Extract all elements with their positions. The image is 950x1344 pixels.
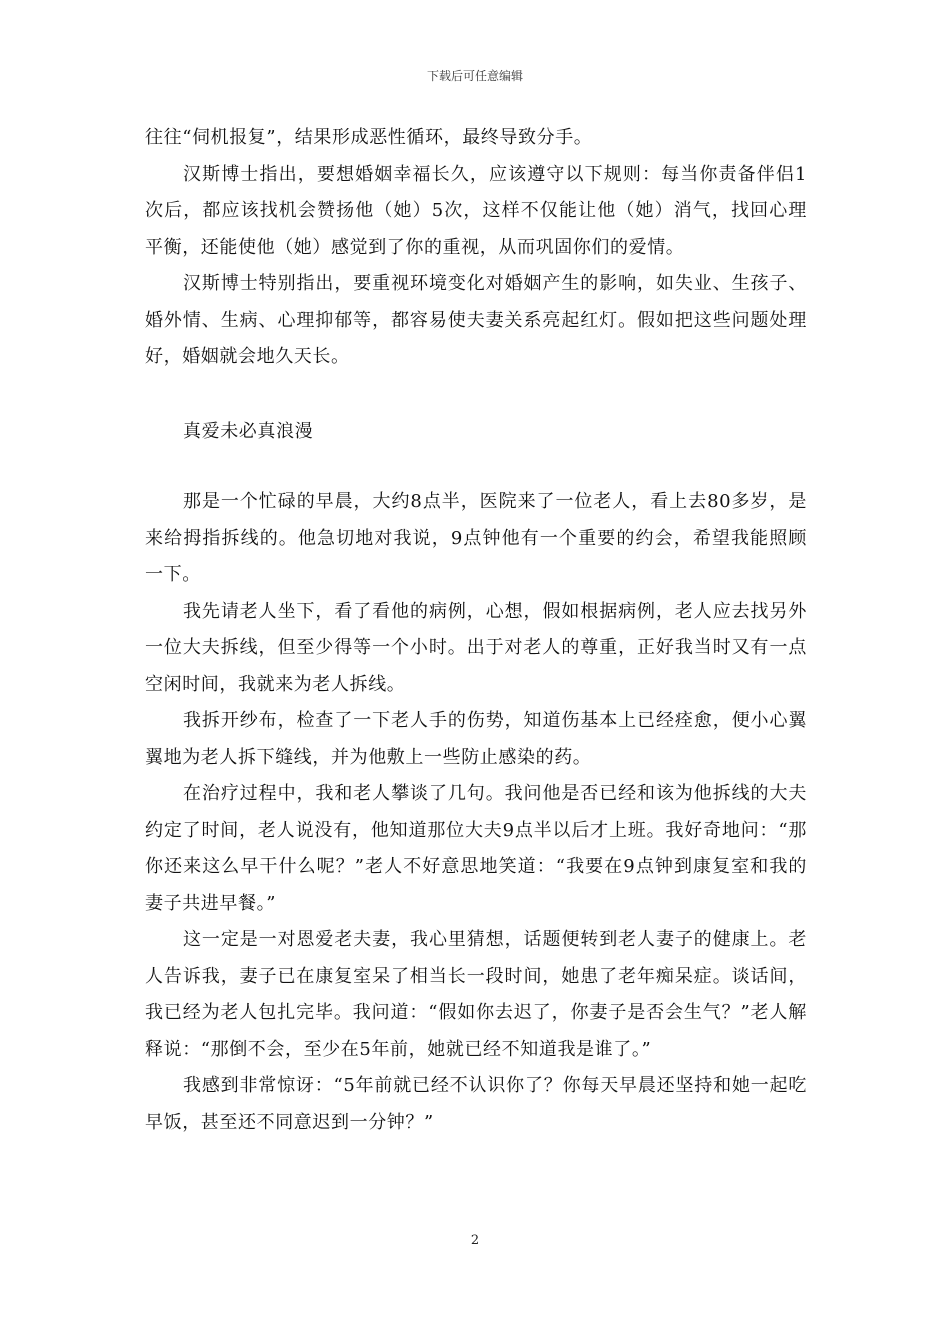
- story-paragraph: 我先请老人坐下，看了看他的病例，心想，假如根据病例，老人应去找另外一位大夫拆线，但至少得等一个小时。出于对老人的尊重，正好我当时又有一点空闲时间，我就来为老人拆线。: [145, 600, 807, 695]
- section-title: 真爱未必真浪漫: [183, 420, 314, 442]
- paragraph-environment: 汉斯博士特别指出，要重视环境变化对婚姻产生的影响，如失业、生孩子、婚外情、生病、心理抑郁等，都容易使夫妻关系亮起红灯。假如把这些问题处理好，婚姻就会地久天长。: [145, 273, 807, 367]
- story-paragraph: 那是一个忙碌的早晨，大约8点半，医院来了一位老人，看上去80多岁，是来给拇指拆线的。他急切地对我说，9点钟他有一个重要的约会，希望我能照顾一下。: [145, 491, 807, 585]
- story-paragraph: 我感到非常惊讶：“5年前就已经不认识你了？你每天早晨还坚持和她一起吃早饭，甚至还不同意迟到一分钟？”: [145, 1075, 807, 1133]
- page-header: 下载后可任意编辑: [426, 69, 523, 83]
- story-paragraph: 这一定是一对恩爱老夫妻，我心里猜想，话题便转到老人妻子的健康上。老人告诉我，妻子已在康复室呆了相当长一段时间，她患了老年痴呆症。谈话间，我已经为老人包扎完毕。我问道：“假如你去迟了，你妻子是否会生气？”老人解释说：“那倒不会，至少在5年前，她就已经不知道我是谁了。”: [145, 929, 807, 1060]
- paragraph-rules: 汉斯博士指出，要想婚姻幸福长久，应该遵守以下规则：每当你责备伴侣1次后，都应该找机会赞扬他（她）5次，这样不仅能让他（她）消气，找回心理平衡，还能使他（她）感觉到了你的重视，从而巩固你们的爱情。: [145, 163, 807, 258]
- story-paragraph: 我拆开纱布，检查了一下老人手的伤势，知道伤基本上已经痊愈，便小心翼翼地为老人拆下缝线，并为他敷上一些防止感染的药。: [145, 710, 807, 768]
- story-paragraph: 在治疗过程中，我和老人攀谈了几句。我问他是否已经和该为他拆线的大夫约定了时间，老人说没有，他知道那位大夫9点半以后才上班。我好奇地问：“那你还来这么早干什么呢？”老人不好意思地笑道：“我要在9点钟到康复室和我的妻子共进早餐。”: [145, 783, 807, 914]
- document-body: [145, 120, 807, 1141]
- paragraph-continued: 往往“伺机报复”，结果形成恶性循环，最终导致分手。: [145, 127, 593, 148]
- page-number: 2: [470, 1233, 480, 1248]
